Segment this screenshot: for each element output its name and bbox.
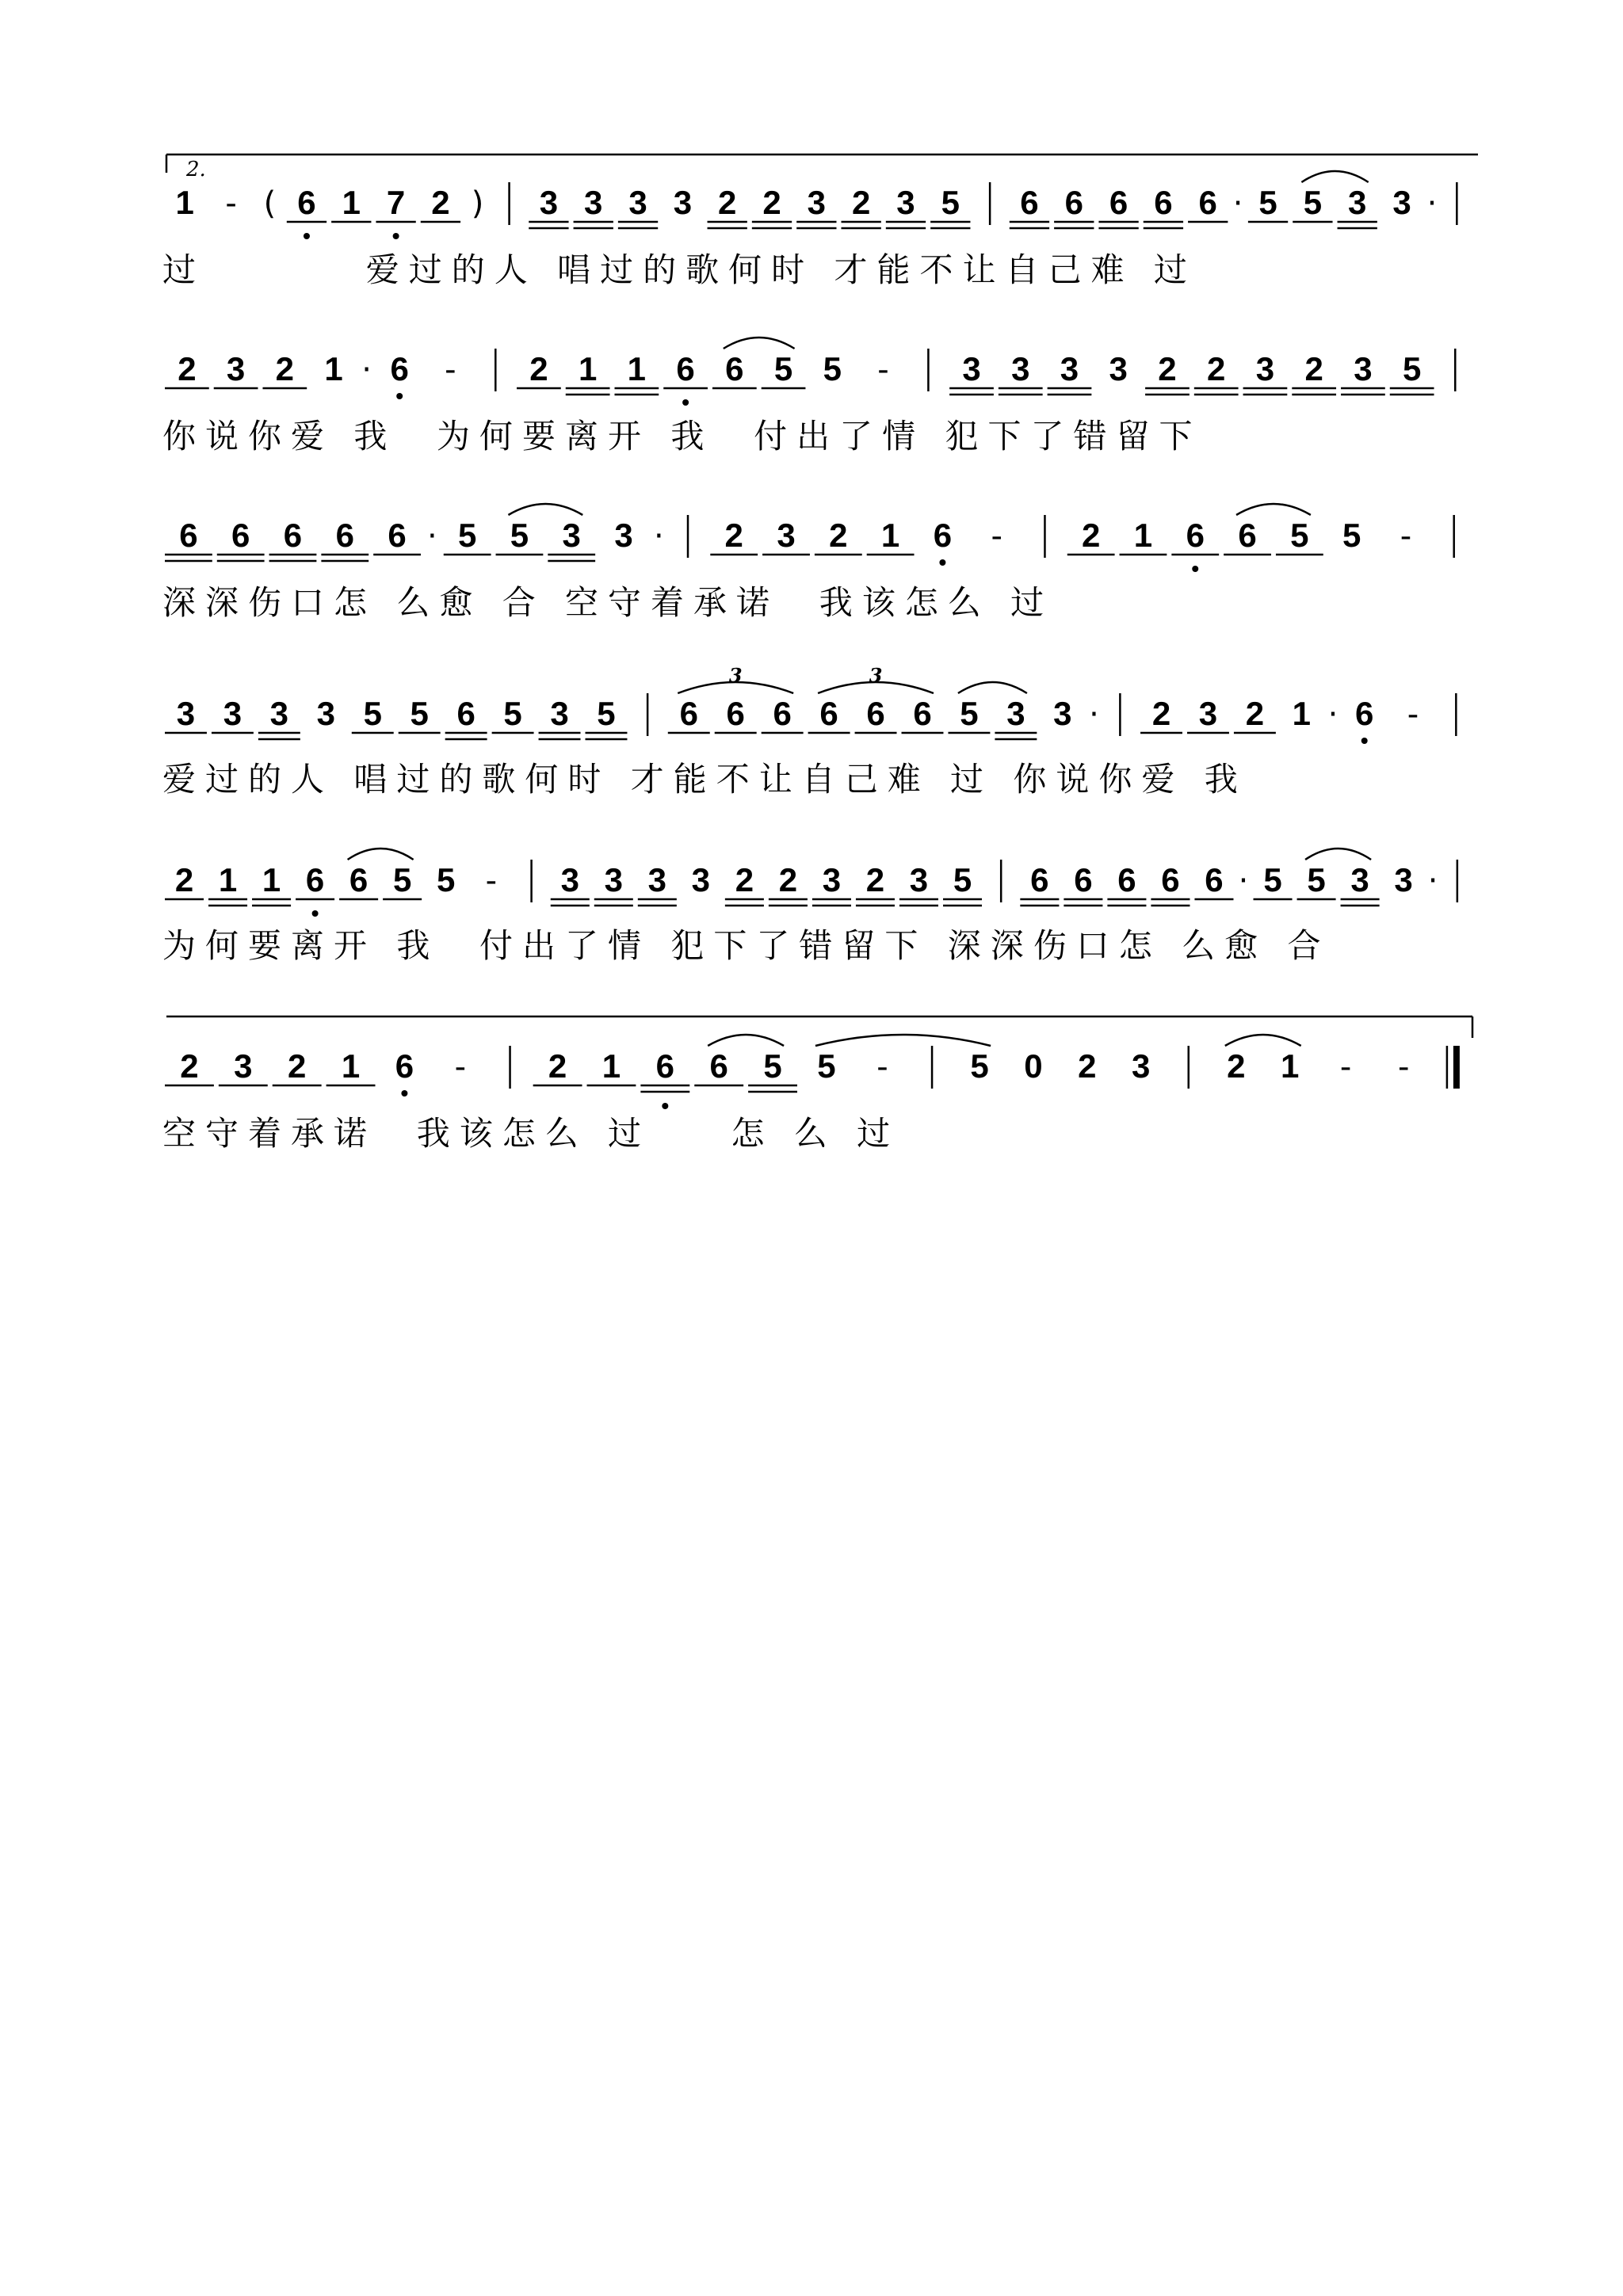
augmentation-dot: ·	[1427, 863, 1438, 899]
low-octave-dot	[1192, 566, 1198, 572]
note: 2	[724, 517, 743, 554]
low-octave-dot	[682, 399, 689, 406]
note: 3	[223, 695, 242, 732]
augmentation-dot: ·	[1232, 185, 1243, 222]
note: 6	[305, 861, 325, 898]
note: 3	[1060, 350, 1079, 387]
tuplet-label: 3	[869, 664, 883, 687]
note: 1	[880, 517, 900, 554]
note: 5	[1342, 517, 1361, 554]
note: 5	[410, 695, 429, 732]
note: 6	[1198, 184, 1217, 221]
augmentation-dot: ·	[427, 518, 437, 555]
note: 3	[1350, 861, 1369, 898]
note: 6	[913, 695, 932, 732]
slur	[1301, 171, 1368, 182]
slur	[348, 849, 414, 860]
low-octave-dot	[662, 1103, 668, 1109]
note: 3	[1354, 350, 1373, 387]
lyrics-line: 空守着承诺 我该怎么 过 怎 么 过	[162, 1114, 900, 1153]
slur	[1305, 849, 1371, 860]
dash: -	[1339, 1049, 1352, 1085]
lyrics-line: 过 爱过的人 唱过的歌何时 才能不让自己难 过	[162, 250, 1197, 289]
note: 2	[548, 1047, 567, 1085]
note: 2	[287, 1047, 307, 1085]
system-3	[162, 504, 1454, 622]
note: 6	[1030, 861, 1049, 898]
parenthesis: (	[263, 185, 277, 222]
note: 5	[960, 695, 979, 732]
dash: -	[445, 352, 456, 388]
note: 5	[1402, 350, 1422, 387]
note: 6	[1064, 184, 1083, 221]
dash: -	[1398, 1049, 1410, 1085]
slur	[958, 682, 1027, 693]
note: 6	[773, 695, 792, 732]
note: 5	[392, 861, 412, 898]
note: 1	[324, 350, 343, 387]
note: 2	[275, 350, 295, 387]
note: 6	[1154, 184, 1173, 221]
note: 5	[1263, 861, 1282, 898]
note: 3	[1132, 1047, 1151, 1085]
note: 6	[395, 1047, 414, 1085]
note: 2	[431, 184, 450, 221]
note: 0	[1024, 1047, 1043, 1085]
note: 6	[1205, 861, 1224, 898]
low-octave-dot	[401, 1090, 407, 1097]
note: 1	[578, 350, 598, 387]
note: 1	[262, 861, 281, 898]
note: 1	[1280, 1047, 1300, 1085]
dash: -	[991, 518, 1002, 555]
note: 3	[316, 695, 335, 732]
augmentation-dot: ·	[1238, 863, 1249, 899]
note: 1	[627, 350, 647, 387]
note: 2	[718, 184, 737, 221]
note: 3	[691, 861, 711, 898]
note: 3	[269, 695, 289, 732]
note: 2	[829, 517, 848, 554]
note: 6	[1117, 861, 1136, 898]
note: 6	[1074, 861, 1093, 898]
note: 3	[176, 695, 196, 732]
note: 6	[179, 517, 198, 554]
augmentation-dot: ·	[1327, 696, 1338, 733]
note: 2	[1245, 695, 1265, 732]
note: 6	[1109, 184, 1128, 221]
note: 3	[673, 184, 693, 221]
note: 2	[1227, 1047, 1246, 1085]
note: 5	[1258, 184, 1277, 221]
note: 2	[778, 861, 798, 898]
note: 3	[1011, 350, 1030, 387]
note: 5	[970, 1047, 989, 1085]
note: 3	[628, 184, 647, 221]
note: 3	[614, 517, 633, 554]
dash: -	[1400, 518, 1412, 555]
note: 3	[234, 1047, 253, 1085]
note: 6	[819, 695, 838, 732]
lyrics-line: 深深伤口怎 么愈 合 空守着承诺 我该怎么 过	[162, 583, 1054, 622]
note: 3	[1109, 350, 1128, 387]
low-octave-dot	[393, 233, 399, 239]
slur	[724, 338, 795, 349]
note: 3	[1053, 695, 1072, 732]
note: 6	[725, 350, 744, 387]
note: 3	[1392, 184, 1411, 221]
note: 2	[180, 1047, 199, 1085]
dash: -	[225, 185, 237, 222]
note: 6	[390, 350, 409, 387]
note: 2	[1078, 1047, 1097, 1085]
note: 6	[231, 517, 250, 554]
note: 5	[436, 861, 456, 898]
note: 6	[1238, 517, 1257, 554]
note: 1	[341, 1047, 361, 1085]
dash: -	[876, 1049, 888, 1085]
note: 5	[597, 695, 616, 732]
note: 2	[1304, 350, 1323, 387]
note: 3	[1006, 695, 1025, 732]
low-octave-dot	[1361, 738, 1368, 744]
note: 6	[1161, 861, 1180, 898]
note: 6	[1186, 517, 1205, 554]
slur	[1225, 1035, 1301, 1046]
augmentation-dot: ·	[361, 352, 372, 388]
note: 6	[676, 350, 695, 387]
note: 2	[735, 861, 754, 898]
note: 3	[962, 350, 981, 387]
slur	[815, 1035, 991, 1046]
note: 1	[218, 861, 238, 898]
note: 5	[1303, 184, 1323, 221]
note: 1	[1292, 695, 1312, 732]
note: 5	[510, 517, 529, 554]
note: 5	[1290, 517, 1309, 554]
note: 3	[226, 350, 246, 387]
note: 5	[941, 184, 960, 221]
note: 3	[604, 861, 623, 898]
system-4	[162, 664, 1456, 799]
note: 2	[1207, 350, 1226, 387]
note: 3	[584, 184, 603, 221]
note: 6	[1355, 695, 1374, 732]
system-5	[162, 849, 1457, 965]
note: 5	[503, 695, 522, 732]
augmentation-dot: ·	[653, 518, 664, 555]
lyrics-line: 你说你爱 我 为何要离开 我 付出了情 犯下了错留下	[162, 417, 1202, 456]
system-6	[162, 1035, 1457, 1153]
note: 5	[773, 350, 793, 387]
system-2	[162, 338, 1455, 456]
note: 3	[1348, 184, 1367, 221]
dash: -	[1407, 696, 1419, 733]
low-octave-dot	[304, 233, 310, 239]
note: 2	[1158, 350, 1177, 387]
note: 2	[1151, 695, 1171, 732]
note: 5	[1307, 861, 1326, 898]
note: 6	[283, 517, 303, 554]
note: 2	[178, 350, 197, 387]
note: 7	[386, 184, 406, 221]
note: 2	[762, 184, 781, 221]
note: 3	[1255, 350, 1275, 387]
slur	[1236, 504, 1311, 515]
note: 3	[647, 861, 667, 898]
note: 3	[562, 517, 581, 554]
parenthesis: )	[471, 185, 484, 222]
note: 3	[807, 184, 827, 221]
note: 6	[933, 517, 953, 554]
low-octave-dot	[312, 910, 319, 917]
note: 3	[909, 861, 929, 898]
system-1	[162, 171, 1457, 289]
note: 3	[539, 184, 559, 221]
note: 5	[457, 517, 477, 554]
note: 6	[297, 184, 316, 221]
note: 3	[896, 184, 915, 221]
note: 6	[866, 695, 885, 732]
note: 6	[1020, 184, 1039, 221]
slur	[708, 1035, 784, 1046]
note: 5	[363, 695, 382, 732]
music-systems	[162, 171, 1457, 1153]
note: 1	[175, 184, 194, 221]
note: 6	[349, 861, 369, 898]
note: 6	[335, 517, 354, 554]
lyrics-line: 为何要离开 我 付出了情 犯下了错留下 深深伤口怎 么愈 合	[162, 926, 1331, 965]
note: 3	[822, 861, 842, 898]
note: 3	[777, 517, 796, 554]
low-octave-dot	[939, 559, 945, 566]
note: 3	[560, 861, 579, 898]
note: 1	[1133, 517, 1153, 554]
note: 5	[953, 861, 972, 898]
lyrics-line: 爱过的人 唱过的歌何时 才能不让自己难 过 你说你爱 我	[162, 760, 1247, 799]
note: 3	[550, 695, 569, 732]
note: 5	[817, 1047, 836, 1085]
note: 3	[1394, 861, 1413, 898]
note: 5	[763, 1047, 782, 1085]
note: 6	[655, 1047, 675, 1085]
dash: -	[454, 1049, 467, 1085]
note: 5	[823, 350, 842, 387]
note: 6	[388, 517, 407, 554]
note: 2	[1081, 517, 1101, 554]
note: 6	[456, 695, 475, 732]
note: 2	[865, 861, 885, 898]
note: 2	[529, 350, 548, 387]
note: 6	[679, 695, 698, 732]
volta-label: 2.	[186, 158, 206, 181]
augmentation-dot: ·	[1089, 696, 1099, 733]
dash: -	[485, 863, 498, 899]
slur	[508, 504, 582, 515]
note: 1	[342, 184, 361, 221]
dash: -	[877, 352, 889, 388]
note: 6	[709, 1047, 728, 1085]
note: 3	[1198, 695, 1218, 732]
tuplet-label: 3	[728, 664, 743, 687]
note: 2	[174, 861, 194, 898]
augmentation-dot: ·	[1426, 185, 1438, 222]
note: 6	[726, 695, 745, 732]
note: 1	[601, 1047, 621, 1085]
note: 2	[851, 184, 871, 221]
low-octave-dot	[396, 393, 403, 399]
